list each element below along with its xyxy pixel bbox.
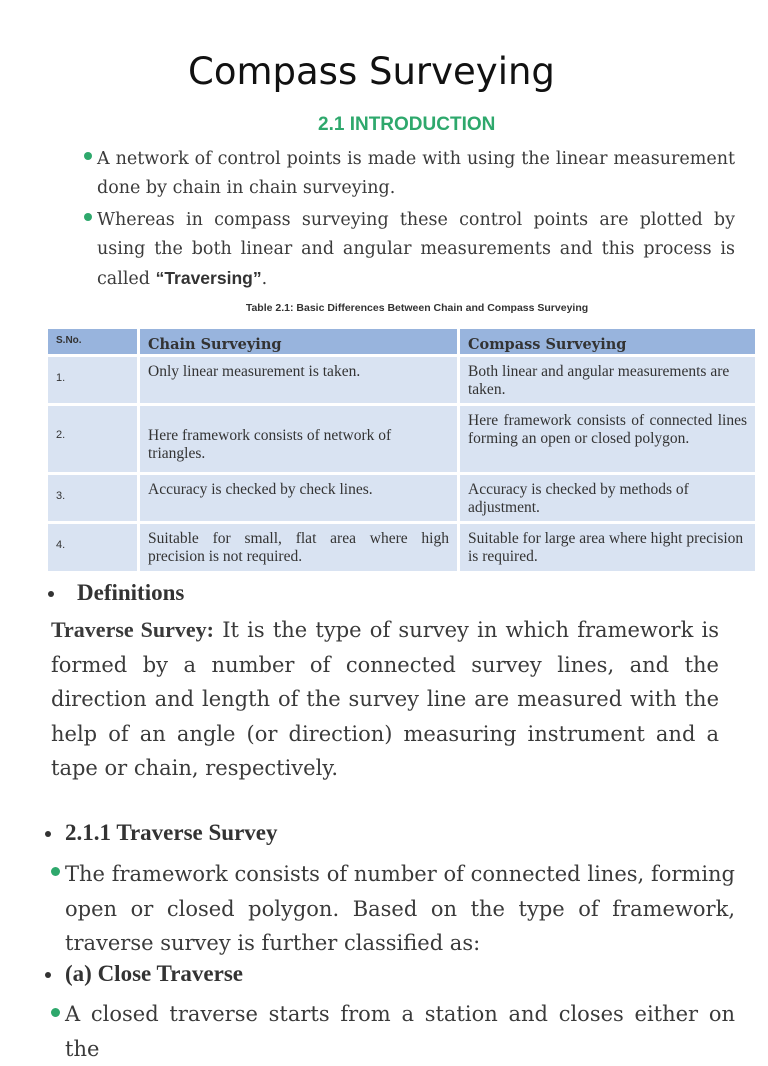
green-bullet-icon [51,867,60,876]
compass-cell: Both linear and angular measurements are taken. [459,356,757,405]
bullet-icon [48,591,54,597]
close-traverse-bullet [65,997,735,1066]
intro-bullet-1-text: A network of control points is made with using the linear measurement done by chain in chain surveying. [97,149,735,198]
chain-cell: Here framework consists of network of triangles. [139,405,459,474]
green-bullet-icon [51,1008,60,1017]
intro-bullet-2 [97,206,735,294]
page-title: Compass Surveying [188,50,555,93]
row-number: 1. [47,356,139,405]
row-number: 4. [47,523,139,573]
definition-term: Traverse Survey: [51,617,215,642]
chain-cell: Suitable for small, flat area where high precision is not required. [139,523,459,573]
bullet-icon [45,972,51,978]
row-number: 3. [47,474,139,523]
traverse-framework-text: The framework consists of number of connected lines, forming open or closed polygon. Based on the type of framework, traverse survey is further classified as: [65,862,735,955]
bullet-icon [45,831,51,837]
compass-cell: Here framework consists of connected lines forming an open or closed polygon. [459,405,757,474]
header-sno: S.No. [47,328,139,356]
table-row [47,523,757,573]
compass-cell: Suitable for large area where hight precision is required. [459,523,757,573]
compass-cell: Accuracy is checked by methods of adjustment. [459,474,757,523]
intro-bullet-2-text: Whereas in compass surveying these control points are plotted by using the both linear and angular measurements and this process is called [97,210,735,289]
intro-bullet-2-end: . [261,269,268,289]
section-title-introduction: 2.1 INTRODUCTION [318,114,496,135]
traverse-framework-bullet [65,857,735,961]
section-211-heading: 2.1.1 Traverse Survey [65,820,278,845]
chain-cell: Only linear measurement is taken. [139,356,459,405]
differences-table [45,326,758,574]
row-number: 2. [47,405,139,474]
header-chain-surveying: Chain Surveying [139,328,459,356]
close-traverse-text: A closed traverse starts from a station and closes either on the [65,1002,735,1061]
table-row [47,405,757,474]
table-caption: Table 2.1: Basic Differences Between Chain and Compass Surveying [245,302,589,314]
intro-bullet-1 [97,145,735,203]
table-row [47,474,757,523]
table-header-row [47,328,757,356]
traverse-survey-definition [51,613,719,786]
traversing-term: “Traversing” [155,268,262,288]
definitions-heading: Definitions [77,580,185,605]
close-traverse-heading: (a) Close Traverse [65,961,243,986]
definition-text: It is the type of survey in which framework is formed by a number of connected survey lines, and the direction and length of the survey line are measured with the help of an angle (or direction) measuring instrument and a tape or chain, respectively. [51,618,719,780]
header-compass-surveying: Compass Surveying [459,328,757,356]
chain-cell: Accuracy is checked by check lines. [139,474,459,523]
table-row [47,356,757,405]
green-bullet-icon [84,213,92,221]
green-bullet-icon [84,152,92,160]
